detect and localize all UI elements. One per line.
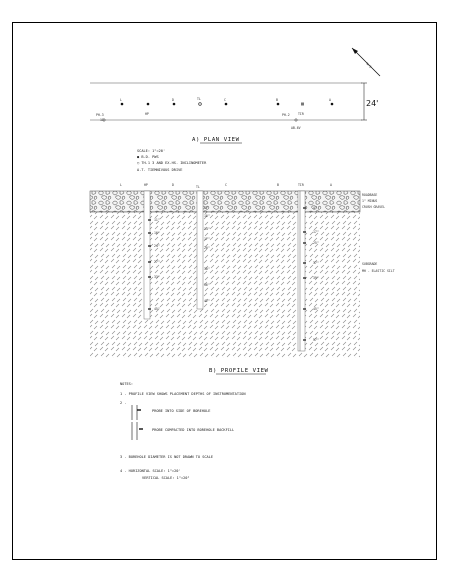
depth-label: 30" — [204, 267, 210, 271]
pws-marker — [173, 103, 176, 106]
note-1: 1 - PROFILE VIEW SHOWS PLACEMENT DEPTHS OF INSTRUMENTATION — [120, 392, 246, 396]
plan-legend — [137, 149, 207, 172]
pws-marker — [147, 103, 150, 106]
roadbase-layer — [90, 191, 360, 212]
svg-text:L: L — [120, 98, 122, 102]
depth-label: 33" — [154, 275, 160, 279]
depth-label: 36" — [204, 283, 210, 287]
probe-side-symbol — [132, 405, 141, 420]
depth-label: 10" — [204, 214, 210, 218]
plan-point-tl — [197, 97, 201, 105]
svg-text:SCALE: 1"=20': SCALE: 1"=20' — [137, 149, 166, 153]
plan-point-a — [329, 98, 333, 105]
probe-backfill-symbol — [132, 422, 143, 440]
svg-text:C: C — [225, 183, 227, 187]
borehole-tir — [298, 191, 305, 351]
depth-label: 42" — [204, 299, 210, 303]
svg-text:B: B — [277, 183, 279, 187]
svg-text:L: L — [120, 183, 122, 187]
svg-text:SUBGRADE: SUBGRADE — [362, 262, 378, 266]
depth-label: 25" — [313, 241, 319, 245]
svg-text:D: D — [172, 183, 174, 187]
pws-marker — [121, 103, 124, 106]
depth-label: 45" — [154, 307, 160, 311]
plan-view-title: A) PLAN VIEW — [192, 137, 240, 143]
depth-label: 57" — [313, 338, 319, 342]
profile-view — [90, 183, 395, 374]
depth-label: 27" — [154, 260, 160, 264]
depth-label: 11" — [154, 218, 160, 222]
svg-text:MH - ELASTIC SILT: MH - ELASTIC SILT — [362, 269, 395, 273]
depth-label: 39" — [313, 276, 319, 280]
svg-text:HP: HP — [144, 183, 148, 187]
north-label: N-S — [365, 61, 373, 69]
notes-heading: NOTES: — [120, 382, 133, 386]
depth-label: 45" — [313, 307, 319, 311]
north-arrow-icon — [352, 48, 380, 76]
profile-view-title: B) PROFILE VIEW — [209, 368, 269, 374]
layer-labels — [362, 193, 395, 273]
pws-marker — [225, 103, 228, 106]
note-4-vertical: VERTICAL SCALE: 1"=20" — [142, 476, 190, 480]
depth-label: 17" — [204, 237, 210, 241]
probe-side-label: PROBE INTO SIDE OF BOREHOLE — [152, 409, 211, 413]
depth-label: 14" — [204, 227, 210, 231]
pws-marker — [277, 103, 280, 106]
borehole-hp — [144, 191, 150, 319]
svg-text:CRUSH GRAVEL: CRUSH GRAVEL — [362, 205, 386, 209]
notes — [120, 382, 246, 480]
svg-text:B: B — [276, 98, 278, 102]
depth-label: 4" — [313, 206, 317, 210]
svg-text:● B.D. PWS: ● B.D. PWS — [137, 155, 159, 159]
depth-label: 37" — [313, 261, 319, 265]
depth-label: 17" — [313, 230, 319, 234]
svg-text:A: A — [329, 98, 331, 102]
svg-text:TIR: TIR — [298, 112, 304, 116]
probe-backfill-label: PROBE COMPACTED INTO BOREHOLE BACKFILL — [152, 428, 235, 432]
depth-label: 16" — [154, 231, 160, 235]
svg-text:HP: HP — [145, 112, 149, 116]
depth-label: 20" — [204, 246, 210, 250]
plan-point-c — [224, 98, 227, 105]
svg-text:D: D — [172, 98, 174, 102]
depth-label: 24" — [154, 244, 160, 248]
plan-view — [90, 48, 380, 172]
plan-point-hp — [145, 103, 149, 116]
note-2: 2 - — [120, 401, 127, 405]
svg-text:A.T. TIEMNIVOUS DRIVE: A.T. TIEMNIVOUS DRIVE — [137, 168, 183, 172]
plan-dimension: 24' — [366, 99, 379, 108]
note-3: 3 - BOREHOLE DIAMETER IS NOT DRAWN TO SCALE — [120, 455, 214, 459]
svg-text:TL: TL — [196, 185, 200, 189]
plan-point-d — [172, 98, 175, 105]
depth-label: 4" — [204, 206, 208, 210]
left-station-label: PH-3 — [96, 113, 104, 117]
plan-point-tir — [298, 103, 304, 117]
tiemnivous-drive-marker — [301, 103, 304, 106]
svg-text:C: C — [224, 98, 226, 102]
svg-text:TL: TL — [197, 97, 201, 101]
note-4: 4 - HORIZONTAL SCALE: 1"=20' — [120, 469, 181, 473]
right-station-label: PH-2 — [282, 113, 290, 117]
svg-text:A: A — [330, 183, 332, 187]
profile-column-labels — [120, 183, 332, 189]
svg-text:○ TH.1 3 AND EX.HS. INCLINOME: ○ TH.1 3 AND EX.HS. INCLINOMETER — [137, 161, 207, 165]
right-station-sub: AB-6V — [291, 126, 301, 130]
left-station-sub: 11 — [100, 118, 104, 122]
svg-text:ROADBASE: ROADBASE — [362, 193, 378, 197]
plan-point-b — [276, 98, 279, 105]
pws-marker — [331, 103, 334, 106]
svg-text:1" MINUS: 1" MINUS — [362, 199, 378, 203]
plan-point-l — [120, 98, 123, 105]
borehole-tl — [197, 191, 203, 309]
svg-text:TIR: TIR — [298, 183, 304, 187]
subgrade-layer — [90, 212, 360, 358]
inclinometer-marker — [199, 103, 202, 106]
